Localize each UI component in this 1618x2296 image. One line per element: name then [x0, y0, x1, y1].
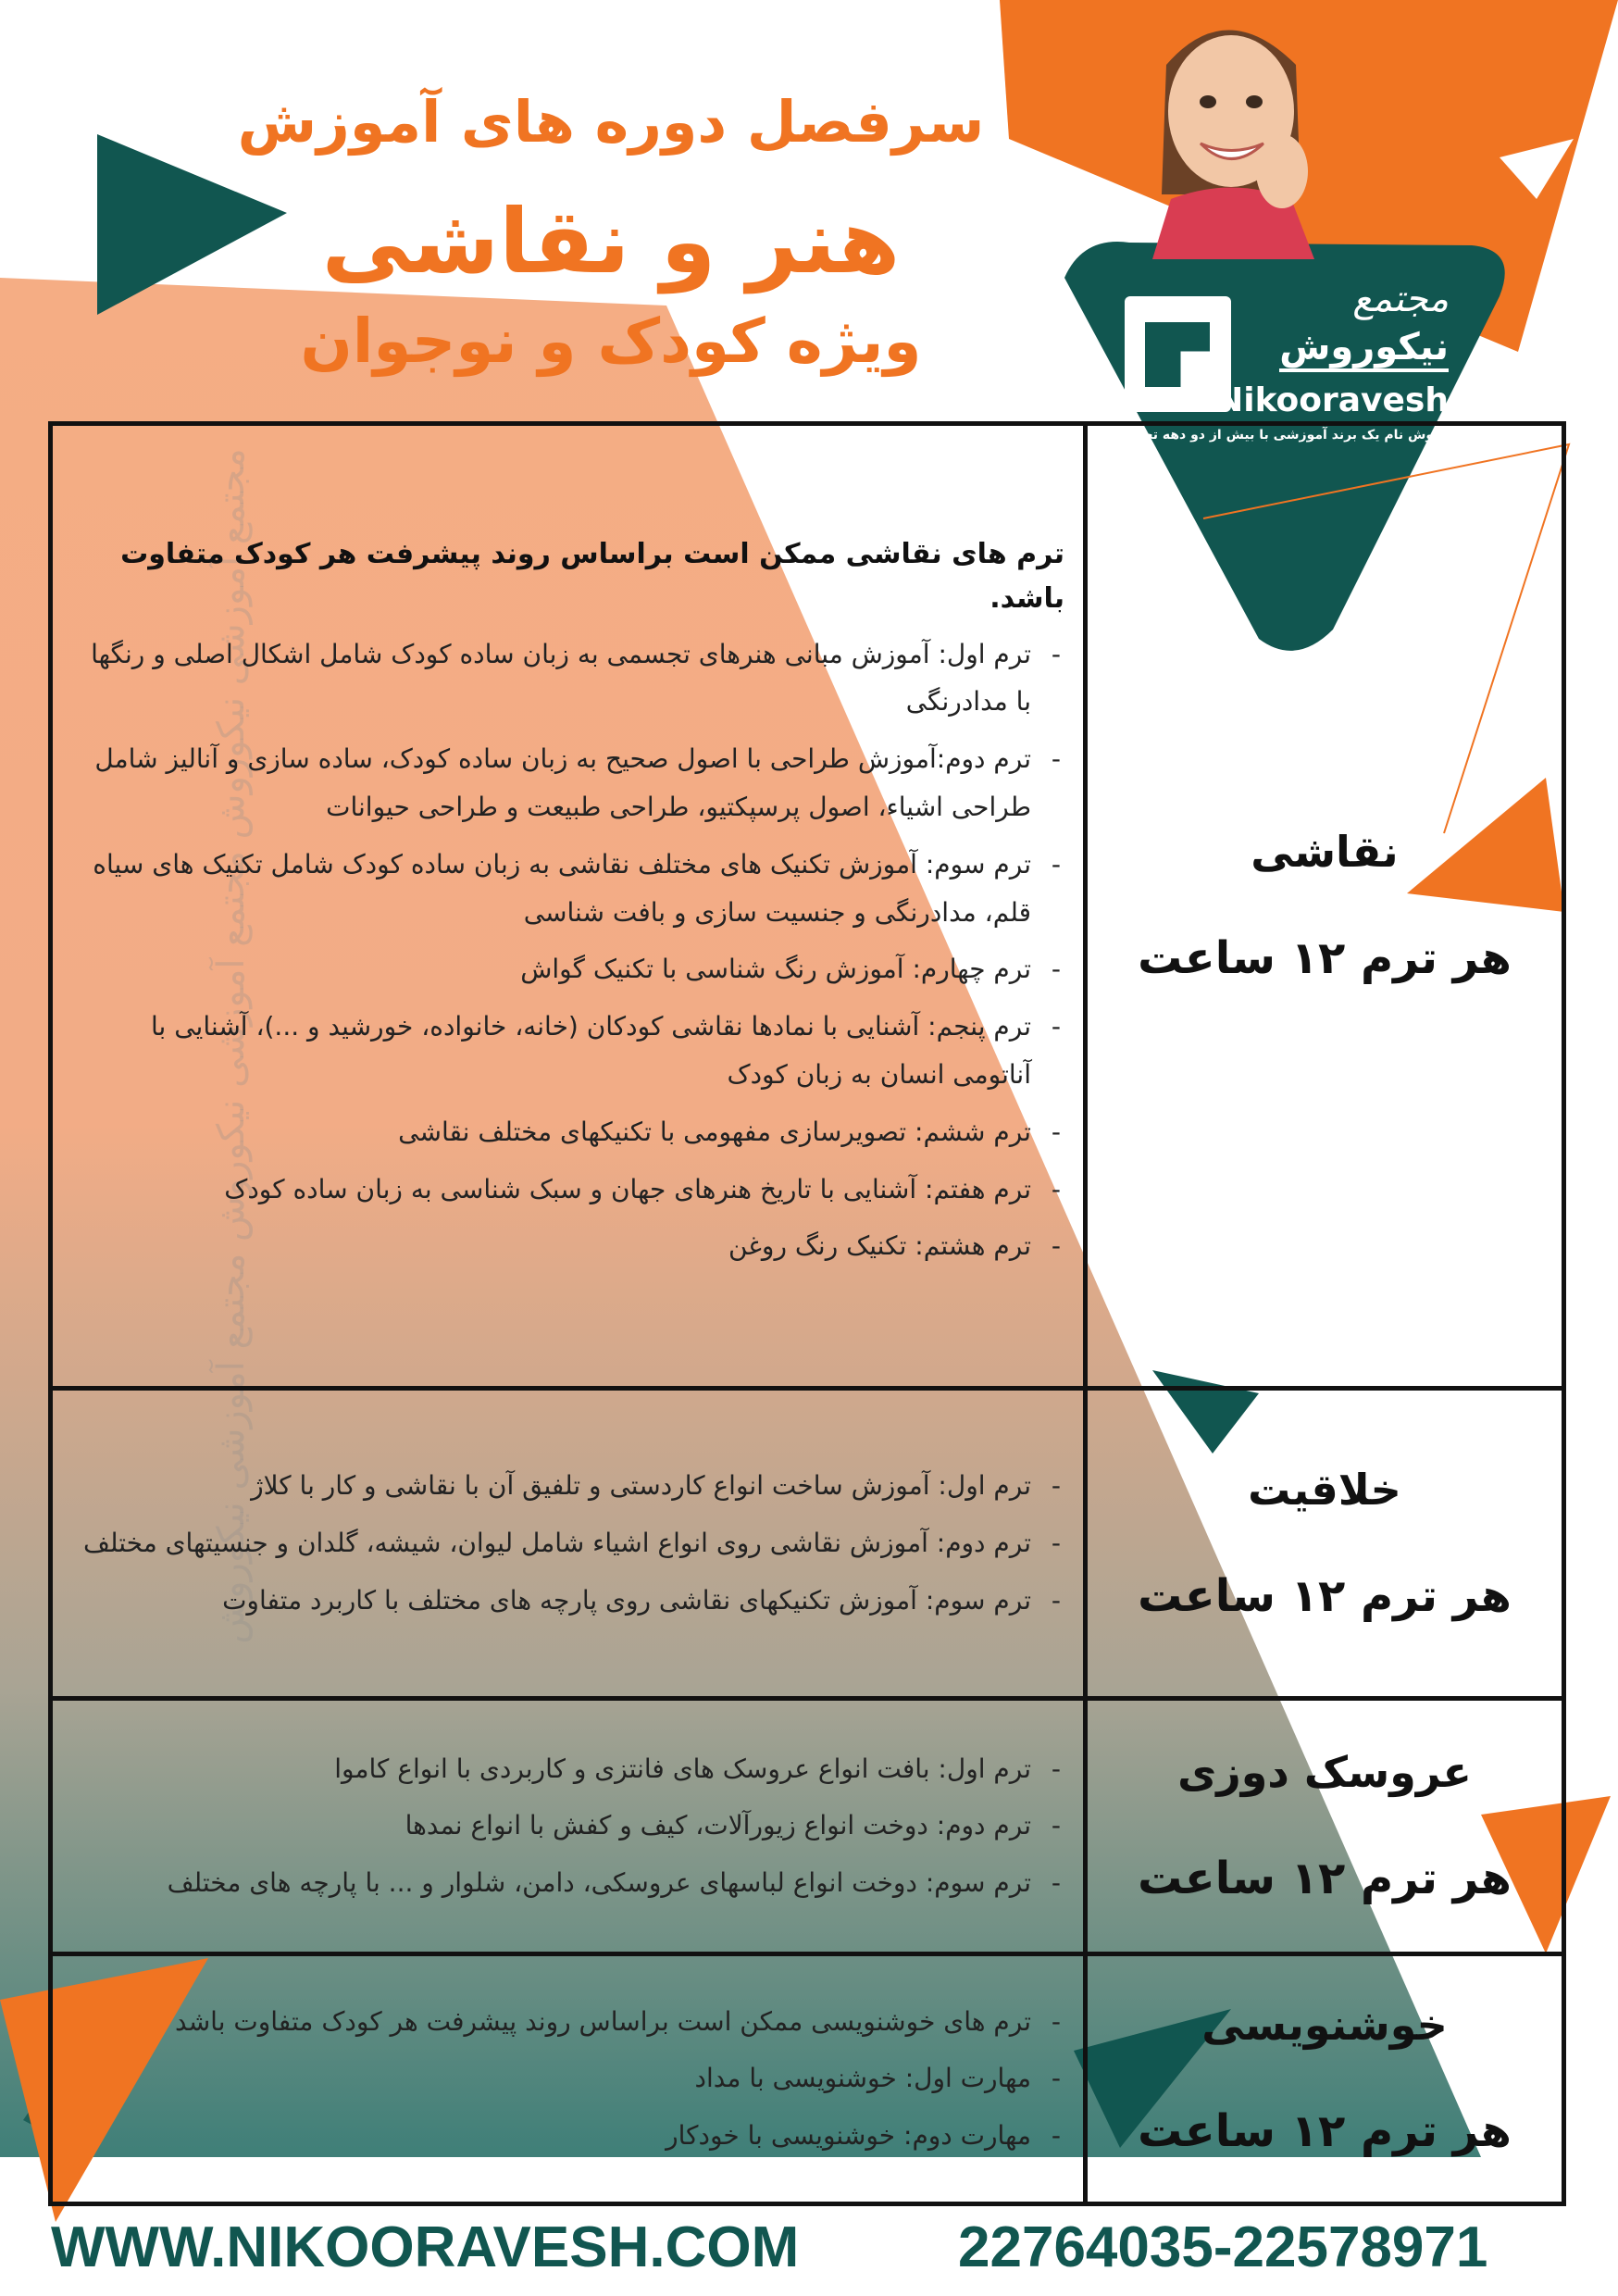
course-description-cell	[51, 424, 1086, 1389]
term-item: - ترم سوم: دوخت انواع لباسهای عروسکی، دامن، شلوار و ... با پارچه های مختلف	[81, 1859, 1064, 1907]
term-item: - ترم سوم: آموزش تکنیکهای نقاشی روی پارچه های مختلف با کاربرد متفاوت	[81, 1577, 1064, 1625]
term-list	[81, 1745, 1064, 1907]
term-item: - ترم دوم:آموزش طراحی با اصول صحیح به زبان ساده کودک، ساده سازی و آنالیز شامل طراحی اشیاء، اصول پرسپکتیو، طراحی طبیعت و طراحی حیوانات	[81, 735, 1064, 831]
term-item: - ترم های خوشنویسی ممکن است براساس روند پیشرفت هر کودک متفاوت باشد	[81, 1998, 1064, 2046]
term-list	[81, 630, 1064, 1271]
term-item: - ترم اول: بافت انواع عروسک های فانتزی و کاربردی با انواع کاموا	[81, 1745, 1064, 1793]
term-list	[81, 1462, 1064, 1624]
page-title-line1: سرفصل دوره های آموزش	[237, 88, 985, 156]
course-hours: هر ترم ۱۲ ساعت	[1138, 1569, 1512, 1622]
term-item: - ترم دوم: آموزش نقاشی روی انواع اشیاء شامل لیوان، شیشه، گلدان و جنسیتهای مختلف	[81, 1519, 1064, 1567]
page-title-line3: ویژه کودک و نوجوان	[300, 306, 922, 377]
brand-logo	[1120, 278, 1467, 454]
term-list	[81, 1998, 1064, 2160]
course-name: عروسک دوزی	[1177, 1747, 1472, 1798]
term-item: - ترم اول: آموزش ساخت انواع کاردستی و تلفیق آن با نقاشی و کار با کلاژ	[81, 1462, 1064, 1510]
course-row-painting	[51, 424, 1564, 1389]
course-note: ترم های نقاشی ممکن است براساس روند پیشرفت هر کودک متفاوت باشد.	[120, 537, 1064, 615]
course-row-creativity	[51, 1388, 1564, 1699]
logo-tagline: نیکوروش نام یک برند آموزشی با بیش از دو دهه تجربه	[1123, 428, 1467, 443]
course-table	[48, 421, 1566, 2206]
watermark-text: مجتمع آموزشی نیکوروش مجتمع آموزشی نیکوروش مجتمع آموزشی نیکوروش	[210, 448, 253, 1644]
logo-top-text: مجتمع	[1352, 278, 1449, 320]
term-item: - ترم ششم: تصویرسازی مفهومی با تکنیکهای مختلف نقاشی	[81, 1108, 1064, 1156]
course-hours: هر ترم ۱۲ ساعت	[1138, 932, 1512, 985]
course-row-doll-making	[51, 1699, 1564, 1953]
term-item: - مهارت دوم: خوشنویسی با خودکار	[81, 2112, 1064, 2160]
term-item: - ترم هشتم: تکنیک رنگ روغن	[81, 1222, 1064, 1270]
term-item: - مهارت اول: خوشنویسی با مداد	[81, 2054, 1064, 2103]
course-name: خوشنویسی	[1201, 2000, 1448, 2051]
logo-name-en: Nikooravesh	[1215, 381, 1449, 419]
course-name: نقاشی	[1251, 827, 1399, 878]
phone-numbers: 22764035-22578971	[958, 2215, 1488, 2279]
term-item: - ترم سوم: آموزش تکنیک های مختلف نقاشی به زبان ساده کودک شامل تکنیک های سیاه قلم، مدادرنگی و جنسیت سازی و بافت شناسی	[81, 841, 1064, 937]
page-title-line2: هنر و نقاشی	[321, 190, 901, 293]
course-name: خلاقیت	[1248, 1464, 1401, 1515]
course-hours: هر ترم ۱۲ ساعت	[1138, 1853, 1512, 1905]
course-description-cell	[51, 1699, 1086, 1953]
term-item: - ترم پنجم: آشنایی با نمادها نقاشی کودکان (خانه، خانواده، خورشید و ...)، آشنایی با آناتومی انسان به زبان کودک	[81, 1003, 1064, 1099]
logo-name-fa: نیکوروش	[1279, 326, 1449, 372]
website-link[interactable]: WWW.NIKOORAVESH.COM	[51, 2215, 800, 2279]
course-category-cell	[1086, 1388, 1564, 1699]
term-item: - ترم چهارم: آموزش رنگ شناسی با تکنیک گواش	[81, 945, 1064, 993]
term-item: - ترم اول: آموزش مبانی هنرهای تجسمی به زبان ساده کودک شامل اشکال اصلی و رنگها با مدادرنگی	[81, 630, 1064, 727]
child-photo	[1134, 9, 1328, 259]
term-item: - ترم دوم: دوخت انواع زیورآلات، کیف و کفش با انواع نمدها	[81, 1802, 1064, 1850]
course-description-cell	[51, 1953, 1086, 2203]
course-row-calligraphy	[51, 1953, 1564, 2203]
course-category-cell	[1086, 1699, 1564, 1953]
course-hours: هر ترم ۱۲ ساعت	[1138, 2105, 1512, 2158]
course-description-cell	[51, 1388, 1086, 1699]
term-item: - ترم هفتم: آشنایی با تاریخ هنرهای جهان و سبک شناسی به زبان ساده کودک	[81, 1166, 1064, 1214]
course-category-cell	[1086, 1953, 1564, 2203]
course-category-cell	[1086, 424, 1564, 1389]
